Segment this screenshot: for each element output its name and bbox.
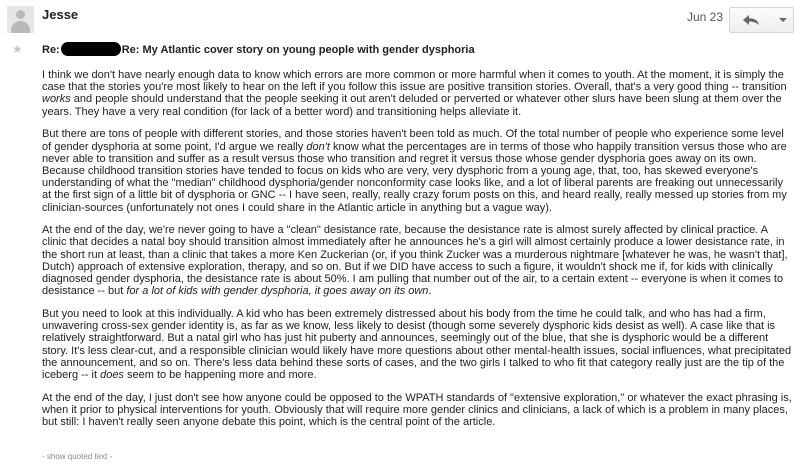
body-paragraph — [42, 308, 794, 381]
message-date: Jun 23 — [687, 10, 724, 24]
paragraph-text: know what the percentages are in terms of those who happily transition versus those who are never able to transition and suffer as a result versus those who transition and regret it versus those whose gender dysphoria goes away on its own. Because childhood transition stories have tended to focus on kids who are very, very dysphoric from a young age, that, too, has skewed everyone's understanding of what the "median" childhood dysphoria/gender nonconformity case looks like, and a lot of liberal parents are freaking out unnecessarily at the first sign of a little bit of dysphoria or GNC -- I have seen, really, really crazy forum posts on this, and heard really, really messed up stories from my clinician-sources (unfortunately not ones I could share in the Atlantic article in anything but a vague way). — [42, 140, 787, 214]
person-avatar-icon — [7, 6, 34, 33]
paragraph-text: At the end of the day, I just don't see how anyone could be opposed to the WPATH standards of "extensive exploration," or whatever the exact phrasing is, when it prior to physical interventions for youth. Obviously that will require more gender clinics and clinicians, a lack of which is a problem in many places, but still: I haven't really seen anyone debate this point, which is the central point of the article. — [42, 391, 792, 429]
paragraph-text: I think we don't have nearly enough data to know which errors are more common or more harmful when it comes to youth. At the moment, it is simply the case that the stories you're most likely to hear on the left if you follow this issue are positive transition stories. Overall, that's a very good thing -- transition — [42, 69, 787, 94]
paragraph-text: and people should understand that the people seeking it out aren't deluded or perverted or whatever other slurs have been slung at them over the years. They have a very real condition (for lack of a better word) and transitioning helps alleviate it. — [42, 93, 782, 118]
sender-name[interactable]: Jesse — [42, 7, 79, 22]
emphasis-text: don't — [306, 140, 330, 153]
paragraph-text: But you need to look at this individually. A kid who has been extremely distressed about his body from the time he could talk, and who has had a firm, unwavering cross-sex gender identity is, as far as we know, less likely to desist (though some severely dysphoric kids desist as well). A case like that is relatively straightforward. But a natal girl who has just hit puberty and announces, seemingly out of the blue, that she is dysphoric would be a different story. It's less clear-cut, and a responsible clinician would likely have more questions about other mental-health issues, social influences, what precipitated the announcement, and so on. There's less data behind these sorts of cases, and the two girls I talked to who fit that category really just are the tip of the iceberg -- it — [42, 307, 792, 381]
reply-arrow-icon — [742, 14, 760, 26]
reply-button[interactable] — [729, 7, 773, 33]
email-subject — [42, 42, 475, 56]
email-body — [42, 69, 794, 439]
emphasis-text: for a lot of kids with gender dysphoria, it goes away on its own — [126, 285, 429, 298]
body-paragraph — [42, 128, 794, 213]
avatar-head — [16, 10, 25, 19]
chevron-down-icon — [779, 18, 787, 22]
subject-prefix: Re: — [42, 44, 60, 56]
paragraph-text: seem to be happening more and more. — [123, 368, 317, 381]
more-options-dropdown[interactable] — [772, 7, 794, 33]
emphasis-text: does — [100, 368, 124, 381]
body-paragraph — [42, 69, 794, 118]
body-paragraph — [42, 392, 794, 429]
show-quoted-text-link[interactable]: - show quoted text - — [42, 452, 113, 461]
paragraph-text: But there are tons of people with different stories, and those stories haven't been told as much. Of the total number of people who experience some level of gender dysphoria at some point, I'd argue we really — [42, 128, 784, 153]
paragraph-text: At the end of the day, we're never going to have a "clean" desistance rate, because the desistance rate is almost surely affected by clinical practice. A clinic that decides a natal boy should transition almost immediately after he announces he's a girl will almost certainly produce a lower desistance rate, in the short run at least, than a clinic that takes a more Ken Zuckerian (or, if you think Zucker was a murderous nightmare [whatever he was, he wasn't that], Dutch) approach of extensive exploration, therapy, and so on. But if we DID have access to such a figure, it wouldn't shock me if, for kids with clinically diagnosed gender dysphoria, the desistance rate is about 50%. I am pulling that number out of the air, to a certain extent -- everyone is when it comes to desistance -- but — [42, 224, 788, 298]
subject-rest: Re: My Atlantic cover story on young people with gender dysphoria — [121, 44, 475, 56]
avatar-shoulders — [11, 21, 30, 33]
paragraph-text: . — [428, 285, 432, 298]
emphasis-text: works — [42, 93, 71, 106]
redaction-mark — [61, 42, 121, 56]
star-icon[interactable]: ★ — [12, 42, 23, 56]
body-paragraph — [42, 224, 794, 297]
